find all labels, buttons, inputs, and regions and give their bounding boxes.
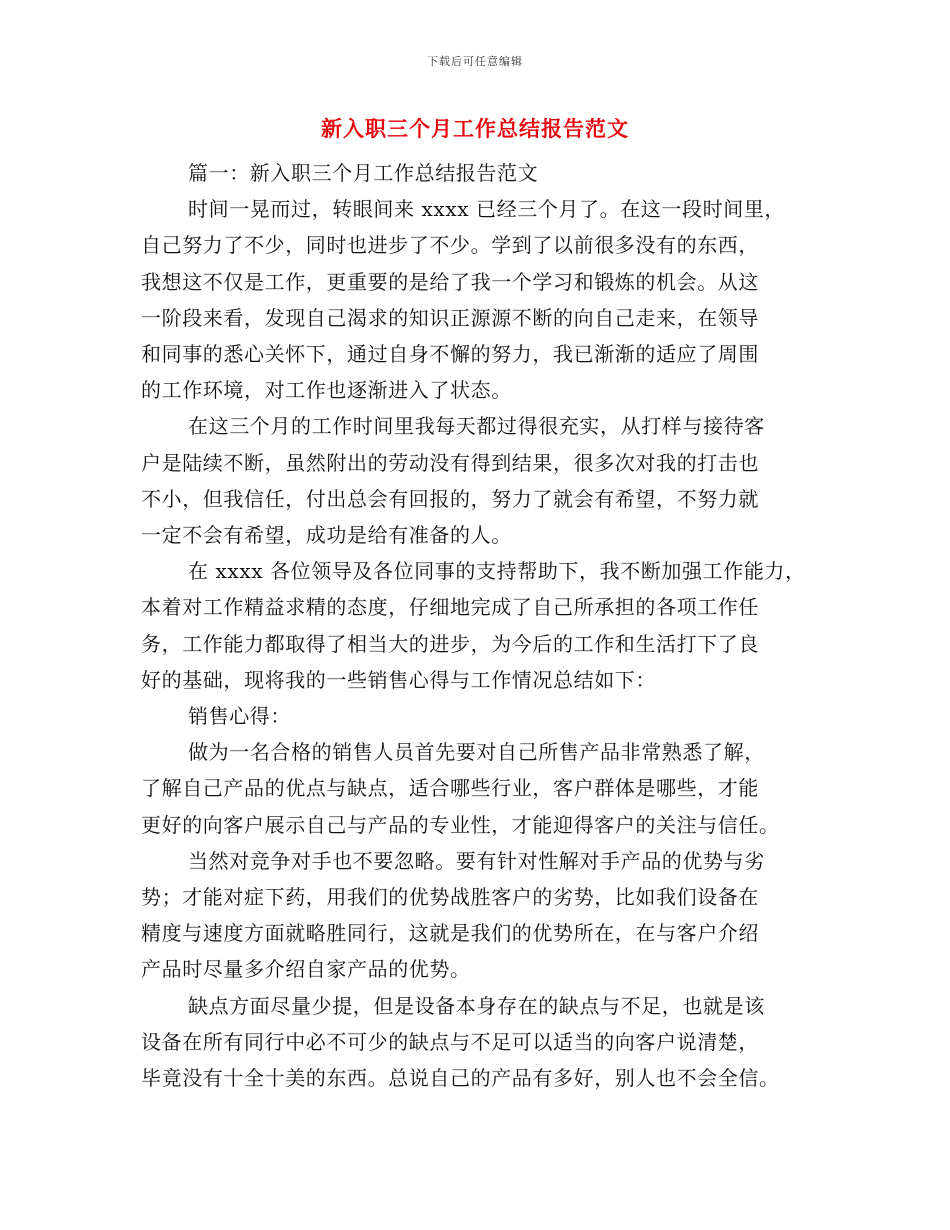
text-line: 做为一名合格的销售人员首先要对自己所售产品非常熟悉了解，: [188, 740, 765, 765]
text-line: 在 xxxx 各位领导及各位同事的支持帮助下，我不断加强工作能力，: [188, 559, 806, 584]
text-line: 销售心得：: [188, 704, 291, 728]
header-note: 下载后可任意编辑: [427, 55, 523, 68]
text-line: 和同事的悉心关怀下，通过自身不懈的努力，我已渐渐的适应了周围: [141, 342, 759, 366]
text-line: 了解自己产品的优点与缺点，适合哪些行业，客户群体是哪些，才能: [141, 776, 759, 801]
text-line: 自己努力了不少，同时也进步了不少。学到了以前很多没有的东西，: [141, 233, 759, 258]
text-line: 一定不会有希望，成功是给有准备的人。: [141, 523, 512, 547]
text-line: 毕竟没有十全十美的东西。总说自己的产品有多好，别人也不会全信。: [141, 1066, 780, 1090]
text-line: 更好的向客户展示自己与产品的专业性，才能迎得客户的关注与信任。: [141, 812, 780, 837]
text-line: 当然对竞争对手也不要忽略。要有针对性解对手产品的优势与劣: [188, 848, 765, 873]
text-line: 缺点方面尽量少提，但是设备本身存在的缺点与不足，也就是该: [188, 993, 765, 1018]
text-line: 篇一：新入职三个月工作总结报告范文: [188, 161, 539, 185]
text-line: 产品时尽量多介绍自家产品的优势。: [141, 957, 471, 982]
text-line: 在这三个月的工作时间里我每天都过得很充实，从打样与接待客: [188, 414, 765, 439]
text-line: 我想这不仅是工作，更重要的是给了我一个学习和锻炼的机会。从这: [141, 269, 759, 294]
text-line: 户是陆续不断，虽然附出的劳动没有得到结果，很多次对我的打击也: [141, 450, 759, 475]
text-line: 精度与速度方面就略胜同行，这就是我们的优势所在，在与客户介绍: [141, 921, 759, 946]
text-line: 好的基础，现将我的一些销售心得与工作情况总结如下：: [141, 667, 656, 692]
text-line: 的工作环境，对工作也逐渐进入了状态。: [141, 378, 512, 403]
text-line: 不小，但我信任，付出总会有回报的，努力了就会有希望，不努力就: [141, 486, 759, 511]
text-line: 本着对工作精益求精的态度，仔细地完成了自己所承担的各项工作任: [141, 595, 759, 620]
text-line: 势；才能对症下药，用我们的优势战胜客户的劣势，比如我们设备在: [141, 885, 759, 909]
text-line: 一阶段来看，发现自己渴求的知识正源源不断的向自己走来，在领导: [141, 305, 759, 330]
text-line: 设备在所有同行中必不可少的缺点与不足可以适当的向客户说清楚，: [141, 1029, 759, 1054]
text-line: 时间一晃而过，转眼间来 xxxx 已经三个月了。在这一段时间里，: [188, 197, 786, 222]
document-title: 新入职三个月工作总结报告范文: [321, 116, 629, 141]
text-line: 务，工作能力都取得了相当大的进步，为今后的工作和生活打下了良: [141, 631, 759, 656]
